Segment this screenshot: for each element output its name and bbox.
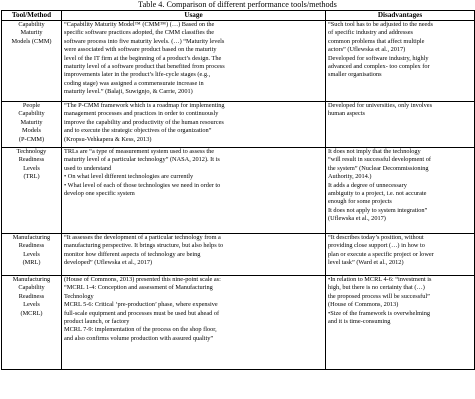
cell-text-line: Maturity bbox=[20, 29, 43, 37]
cell-text-line: (MCRL) bbox=[20, 309, 43, 317]
cell-text-line: product launch, or factory bbox=[64, 318, 130, 326]
cell-text-line: enough for some projects bbox=[328, 198, 392, 206]
cell-text-line: maturity level.” (Balaji, Suwignjo, & Carrie, 2001) bbox=[64, 88, 193, 96]
cell-text-line: (House of Commons, 2013) presented this nine-point scale as: bbox=[64, 276, 221, 283]
cell-text-line: (Uflewska et al., 2017) bbox=[328, 215, 386, 223]
cell-text-line: ambiguity to a project, i.e. not accurate bbox=[328, 190, 427, 198]
cell-text-line: It does not apply to system integration” bbox=[328, 206, 428, 214]
cell-text-line: •Size of the framework is overwhelming bbox=[328, 309, 431, 317]
cell-text-line: level task” (Ward et al., 2012) bbox=[328, 259, 404, 267]
cell-text-line: Readiness bbox=[18, 156, 45, 164]
cell-text-line: smaller organisations bbox=[328, 71, 382, 79]
cell-text-line: (Kropsu-Vehkapera & Kess, 2013) bbox=[64, 135, 152, 143]
tool-cell bbox=[2, 21, 62, 102]
cell-text-line: management processes and practices in order to continuously bbox=[64, 110, 219, 118]
cell-text-line: Readiness bbox=[18, 242, 45, 250]
header-usage: Usage bbox=[62, 11, 326, 21]
cell-text-line: full-scale equipment and processes must be used but ahead of bbox=[64, 309, 220, 317]
cell-text-line: It adds a degree of unnecessary bbox=[328, 181, 407, 189]
cell-text-line: improve the capability and productivity of the human resources bbox=[64, 118, 224, 126]
cell-text-line: Capability bbox=[18, 21, 45, 28]
usage-cell bbox=[62, 148, 326, 234]
cell-text-line: and it is time-consuming bbox=[328, 318, 391, 326]
tool-cell bbox=[2, 234, 62, 276]
cell-text-line: Maturity bbox=[20, 118, 43, 126]
disadvantages-cell bbox=[326, 102, 475, 148]
cell-text-line: (P-CMM) bbox=[18, 135, 45, 143]
cell-text-line: used to understand bbox=[64, 164, 112, 172]
cell-text-line: Manufacturing bbox=[12, 234, 51, 241]
cell-text-line: TRLs are “a type of measurement system used to assess the bbox=[64, 148, 215, 155]
usage-cell bbox=[62, 21, 326, 102]
cell-text-line: Authority, 2014.) bbox=[328, 173, 372, 181]
cell-text-line: Models bbox=[22, 127, 41, 135]
cell-text-line: advanced and complex- too complex for bbox=[328, 63, 430, 71]
cell-text-line: “It assesses the development of a particular technology from a bbox=[64, 234, 221, 241]
cell-text-line: (House of Commons, 2013) bbox=[328, 301, 399, 309]
cell-text-line: specific software practices adopted, the CMM classifies the bbox=[64, 29, 215, 37]
cell-text-line: actors” (Uflewska et al., 2017) bbox=[328, 46, 406, 54]
table-row bbox=[2, 102, 475, 148]
cell-text-line: of specific industry and addresses bbox=[328, 29, 413, 37]
cell-text-line: Technology bbox=[64, 292, 94, 300]
cell-text-line: the system” (Nuclear Decommissioning bbox=[328, 164, 429, 172]
cell-text-line: Developed for universities, only involves bbox=[328, 102, 433, 109]
cell-text-line: It does not imply that the technology bbox=[328, 148, 421, 155]
cell-text-line: develop one specific system bbox=[64, 190, 135, 198]
cell-text-line: Levels bbox=[23, 164, 40, 172]
cell-text-line: MCRL 7-9: implementation of the process on the shop floor, bbox=[64, 326, 217, 334]
cell-text-line: “Capability Maturity Model™ (CMM™) (…) Based on the bbox=[64, 21, 215, 28]
cell-text-line: Developed for software industry, highly bbox=[328, 54, 429, 62]
table-row bbox=[2, 234, 475, 276]
cell-text-line: maturity level of a software product that benefited from process bbox=[64, 63, 225, 71]
cell-text-line: “Such tool has to be adjusted to the needs bbox=[328, 21, 433, 28]
cell-text-line: Capability bbox=[18, 284, 45, 292]
cell-text-line: high, but there is no certainty that (…) bbox=[328, 284, 425, 292]
cell-text-line: MCRL 5-6: Critical ‘pre-production’ phase, where expensive bbox=[64, 301, 218, 309]
cell-text-line: common problems that affect multiple bbox=[328, 37, 425, 45]
cell-text-line: (MRL) bbox=[22, 259, 41, 267]
cell-text-line: developed” (Uflewska et al., 2017) bbox=[64, 259, 153, 267]
cell-text-line: Levels bbox=[23, 301, 40, 309]
cell-text-line: Manufacturing bbox=[12, 276, 51, 283]
cell-text-line: “MCRL 1-4: Conception and assessment of Manufacturing bbox=[64, 284, 213, 292]
cell-text-line: “It describes today’s position, without bbox=[328, 234, 424, 241]
cell-text-line: Levels bbox=[23, 250, 40, 258]
table-caption: Table 4. Comparison of different performance tools/methods bbox=[138, 0, 337, 9]
tool-cell bbox=[2, 148, 62, 234]
cell-text-line: and also confirms volume production with assured quality” bbox=[64, 334, 214, 342]
cell-text-line: were associated with software product based on the maturity bbox=[64, 46, 217, 54]
table-row bbox=[2, 148, 475, 234]
disadvantages-cell bbox=[326, 276, 475, 370]
header-disadvantages: Disadvantages bbox=[326, 11, 475, 21]
cell-text-line: • What level of each of those technologies we need in order to bbox=[64, 181, 221, 189]
cell-text-line: monitor how different aspects of technology are being bbox=[64, 250, 201, 258]
disadvantages-cell bbox=[326, 21, 475, 102]
comparison-table bbox=[1, 10, 475, 370]
usage-cell bbox=[62, 102, 326, 148]
cell-text-line: software process into five maturity levels. (…) “Maturity levels bbox=[64, 37, 225, 45]
table-header-row bbox=[2, 11, 475, 21]
cell-text-line: • On what level different technologies are currently bbox=[64, 173, 194, 181]
cell-text-line: providing close support (…) in how to bbox=[328, 242, 425, 250]
cell-text-line: level of the IT firm at the beginning of a product’s design. The bbox=[64, 54, 222, 62]
cell-text-line: and to execute the strategic objectives of the organization” bbox=[64, 127, 212, 135]
cell-text-line: Technology bbox=[16, 148, 47, 155]
cell-text-line: Capability bbox=[18, 110, 45, 118]
cell-text-line: human aspects bbox=[328, 110, 365, 118]
disadvantages-cell bbox=[326, 234, 475, 276]
cell-text-line: •In relation to MCRL 4-6: “investment is bbox=[328, 276, 432, 283]
tool-cell bbox=[2, 102, 62, 148]
cell-text-line: coding stage) was assigned a commensurate increase in bbox=[64, 79, 204, 87]
cell-text-line: Readiness bbox=[18, 292, 45, 300]
cell-text-line: manufacturing perspective. It brings structure, but also helps to bbox=[64, 242, 224, 250]
cell-text-line: plan or execute a specific project or lower bbox=[328, 250, 434, 258]
header-tool: Tool/Method bbox=[2, 11, 62, 21]
usage-cell bbox=[62, 276, 326, 370]
table-row bbox=[2, 276, 475, 370]
cell-text-line: improvements later in the product’s life-cycle stages (e.g., bbox=[64, 71, 211, 79]
usage-cell bbox=[62, 234, 326, 276]
cell-text-line: (TRL) bbox=[23, 173, 40, 181]
cell-text-line: Models (CMM) bbox=[11, 37, 52, 45]
disadvantages-cell bbox=[326, 148, 475, 234]
cell-text-line: “will result in successful development of bbox=[328, 156, 431, 164]
tool-cell bbox=[2, 276, 62, 370]
table-row bbox=[2, 21, 475, 102]
cell-text-line: People bbox=[22, 102, 41, 109]
cell-text-line: “The P-CMM framework which is a roadmap for implementing bbox=[64, 102, 225, 109]
cell-text-line: maturity level of a particular technology” (NASA, 2012). It is bbox=[64, 156, 220, 164]
cell-text-line: the proposed process will be successful” bbox=[328, 292, 430, 300]
